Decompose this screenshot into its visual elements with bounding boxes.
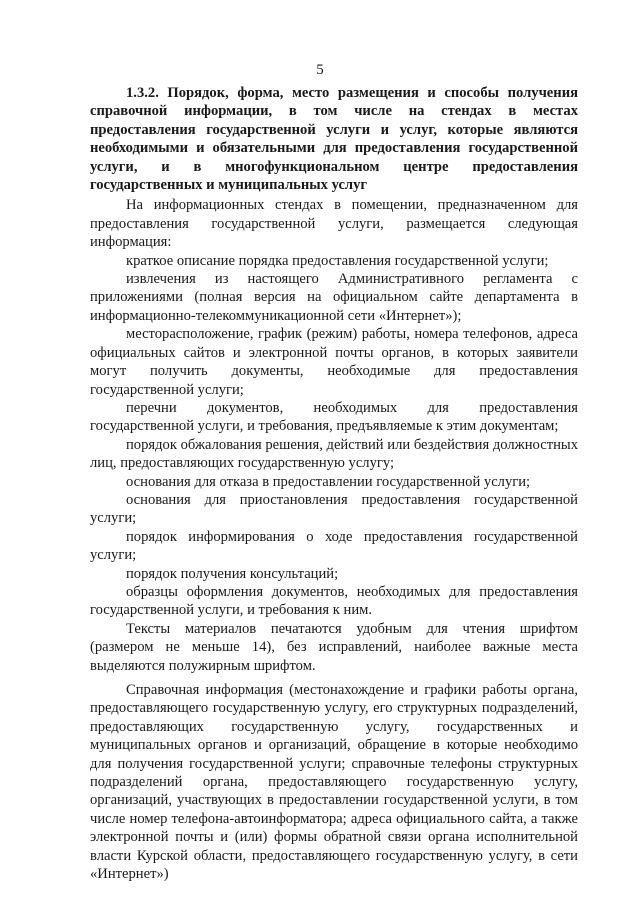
paragraph-intro: На информационных стендах в помещении, предназначенном для предоставления государственной услуги, размещается следующая информация:	[90, 197, 578, 251]
list-item-consultations: порядок получения консультаций;	[126, 565, 339, 582]
section-heading: 1.3.2. Порядок, форма, место размещения и способы получения справочной информации, в том числе на стендах в местах предоставления государственной услуги и услуг, которые являются необходимыми и обязательными для предоставления государственной услуги, и в многофункциональном центре предоставления государственных и муниципальных услуг	[90, 85, 578, 194]
paragraph-font-requirements: Тексты материалов печатаются удобным для чтения шрифтом (размером не меньше 14), без исправлений, наиболее важные места выделяются полужирным шрифтом.	[90, 620, 578, 674]
list-item-refusal: основания для отказа в предоставлении государственной услуги;	[126, 473, 531, 490]
list-item-description: краткое описание порядка предоставления государственной услуги;	[126, 252, 549, 269]
list-item-extracts: извлечения из настоящего Административного регламента с приложениями (полная версия на официальном сайте департамента в информационно-телекоммуникационной сети «Интернет»);	[90, 271, 578, 324]
list-item-samples: образцы оформления документов, необходимых для предоставления государственной услуги, и требования к ним.	[90, 583, 578, 619]
paragraph-reference-info: Справочная информация (местонахождение и графики работы органа, предоставляющего государственную услугу, его структурных подразделений, предоставляющих государственную услугу, государственных и муниципальных органов и организаций, обращение в которые необходимо для получения государственной услуги; справочные телефоны структурных подразделений органа, предоставляющего государственную услугу, организаций, участвующих в предоставлении государственной услуги, в том числе номер телефона-автоинформатора; адреса официального сайта, а также электронной почты и (или) формы обратной связи органа исполнительной власти Курской области, предоставляющего государственную услугу, в сети «Интернет»)	[90, 682, 578, 883]
list-item-documents: перечни документов, необходимых для предоставления государственной услуги, и требования, предъявляемые к этим документам;	[90, 399, 578, 435]
document-body	[90, 84, 578, 883]
list-item-suspension: основания для приостановления предоставления государственной услуги;	[90, 491, 578, 527]
list-item-location: месторасположение, график (режим) работы, номера телефонов, адреса официальных сайтов и электронной почты органов, в которых заявители могут получить документы, необходимые для предоставления государственной услуги;	[90, 326, 578, 398]
list-item-appeal: порядок обжалования решения, действий или бездействия должностных лиц, предоставляющих государственную услугу;	[90, 436, 578, 472]
page-number: 5	[316, 62, 324, 78]
list-item-informing: порядок информирования о ходе предоставления государственной услуги;	[90, 528, 578, 564]
